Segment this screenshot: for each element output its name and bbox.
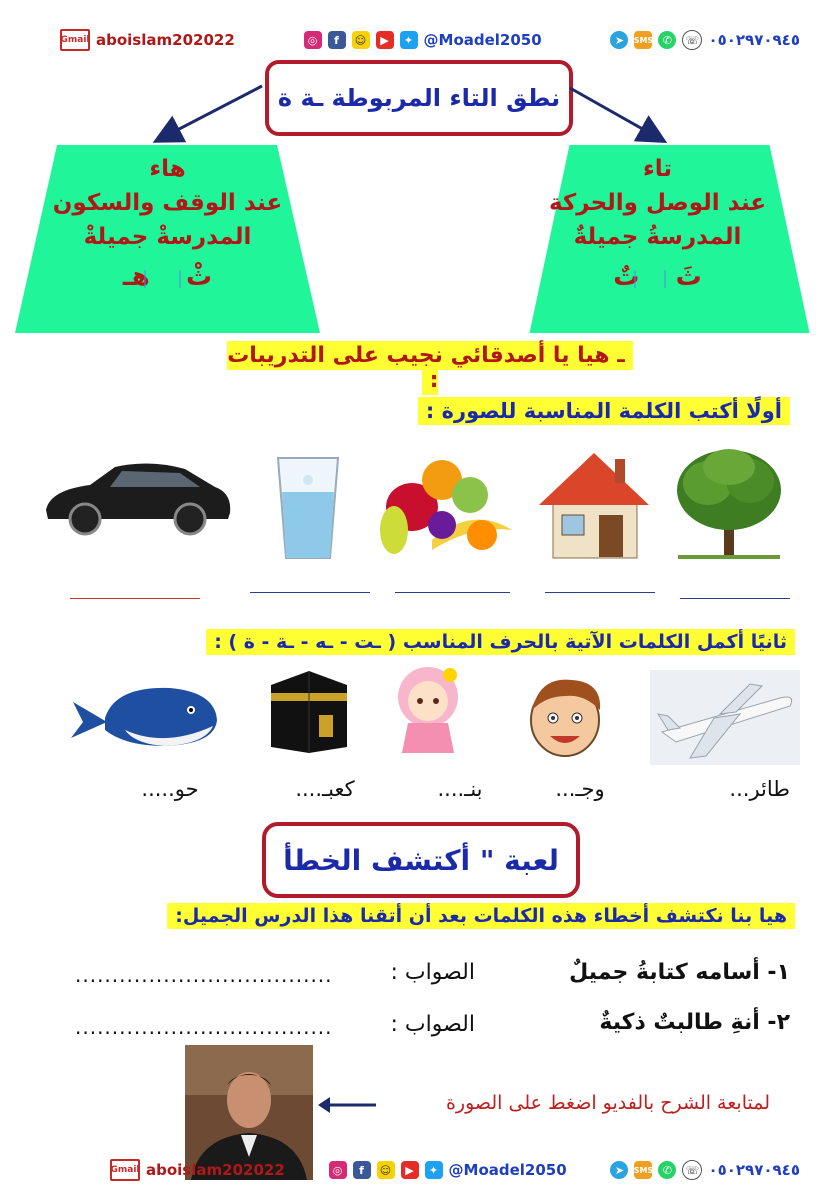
footer-gmail-icon[interactable]: Gmail	[110, 1159, 140, 1181]
word-4[interactable]: كعبـ....	[295, 777, 355, 801]
footer-facebook-icon[interactable]: f	[353, 1161, 371, 1179]
footer-email-handle[interactable]: aboislam202022	[146, 1161, 285, 1179]
word-3[interactable]: بنـ....	[437, 777, 483, 801]
footer-phone-icon[interactable]: ☏	[682, 1160, 702, 1180]
left-box-small-arrows	[130, 268, 200, 292]
answer-line-tree[interactable]	[680, 598, 790, 599]
game-item-1-number: ١-	[767, 960, 790, 985]
game-title: لعبة " أكتشف الخطأ	[262, 822, 580, 898]
footer-snapchat-icon[interactable]: ☺	[377, 1161, 395, 1179]
water-glass-image[interactable]	[272, 452, 344, 564]
answer-line-water[interactable]	[250, 592, 370, 593]
game-item-1	[520, 960, 790, 985]
girl-image[interactable]	[380, 663, 475, 761]
youtube-icon[interactable]: ▶	[376, 31, 394, 49]
footer-sms-icon[interactable]: SMS	[634, 1161, 652, 1179]
game-item-1-text: أسامه كتابةُ جميلٌ	[569, 960, 760, 985]
game-item-2-answer-label: الصواب :	[390, 1012, 475, 1037]
left-box-letters: ثْ هـ	[122, 262, 213, 292]
right-box-letters: ثَ تٌ	[613, 262, 702, 292]
right-box-line1: تاء	[642, 156, 673, 182]
fruits-image[interactable]	[372, 445, 517, 560]
house-image[interactable]	[535, 445, 653, 560]
boy-face-image[interactable]	[520, 670, 610, 760]
footer-social-handle[interactable]: @Moadel2050	[448, 1161, 567, 1179]
whale-image[interactable]	[65, 678, 223, 753]
footer-telegram-icon[interactable]: ➤	[610, 1161, 628, 1179]
arrow-left	[158, 86, 262, 140]
game-item-1-answer-label: الصواب :	[390, 960, 475, 985]
section2-heading: ثانيًا أكمل الكلمات الآتية بالحرف المناسب ( ـت - ـه - ـة - ة ) :	[206, 629, 795, 655]
left-box-line3: المدرسةْ جميلةْ	[83, 224, 252, 250]
footer-left	[110, 1159, 285, 1181]
lesson-title: نطق التاء المربوطة ـة ة	[265, 60, 573, 136]
left-box-line1: هاء	[149, 156, 186, 182]
word-5[interactable]: حو.....	[141, 777, 199, 801]
intro-row	[220, 343, 640, 393]
right-box-line2: عند الوصل والحركة	[548, 190, 767, 216]
footer-twitter-icon[interactable]: ✦	[425, 1161, 443, 1179]
section1-row	[390, 399, 790, 423]
word-2[interactable]: وجـ...	[555, 777, 605, 801]
footer-social	[329, 1161, 567, 1179]
email-handle[interactable]: aboislam202022	[96, 31, 235, 49]
sms-icon[interactable]: SMS	[634, 31, 652, 49]
footer-phone-number[interactable]: ٠٥٠٢٩٧٠٩٤٥	[708, 1161, 800, 1179]
word-1[interactable]: طائر...	[729, 777, 790, 801]
snapchat-icon[interactable]: ☺	[352, 31, 370, 49]
answer-line-car[interactable]	[70, 598, 200, 599]
footer-bar	[110, 1155, 800, 1185]
footer-youtube-icon[interactable]: ▶	[401, 1161, 419, 1179]
right-box-line3: المدرسةُ جميلةٌ	[573, 224, 742, 250]
right-box-small-arrows	[620, 268, 690, 292]
game-item-2-text: أنةِ طالبتٌ ذكيةٌ	[599, 1010, 760, 1035]
game-item-2-answer-field[interactable]: ...................................	[75, 1015, 333, 1039]
airplane-image[interactable]	[650, 670, 800, 765]
car-image[interactable]	[40, 455, 235, 540]
section2-row	[30, 631, 795, 653]
left-box-line2: عند الوقف والسكون	[52, 190, 283, 216]
twitter-icon[interactable]: ✦	[400, 31, 418, 49]
facebook-icon[interactable]: f	[328, 31, 346, 49]
game-item-1-answer-field[interactable]: ...................................	[75, 963, 333, 987]
tree-image[interactable]	[668, 445, 790, 560]
phone-number[interactable]: ٠٥٠٢٩٧٠٩٤٥	[708, 31, 800, 49]
phone-icon[interactable]: ☏	[682, 30, 702, 50]
game-instruction-row	[30, 905, 795, 927]
game-item-2-number: ٢-	[767, 1010, 790, 1035]
social-handle[interactable]: @Moadel2050	[423, 31, 542, 49]
game-item-2	[520, 1010, 790, 1035]
video-note[interactable]: لمتابعة الشرح بالفديو اضغط على الصورة	[445, 1092, 770, 1114]
footer-whatsapp-icon[interactable]: ✆	[658, 1161, 676, 1179]
intro-text: ـ هيا يا أصدقائي نجيب على التدريبات :	[227, 341, 633, 395]
arrow-right	[570, 88, 662, 140]
kaaba-image[interactable]	[265, 665, 353, 755]
answer-line-fruits[interactable]	[395, 592, 510, 593]
answer-line-house[interactable]	[545, 592, 655, 593]
footer-contact	[610, 1160, 800, 1180]
video-arrow	[318, 1095, 378, 1115]
footer-instagram-icon[interactable]: ◎	[329, 1161, 347, 1179]
section1-heading: أولًا أكتب الكلمة المناسبة للصورة :	[418, 397, 790, 425]
instagram-icon[interactable]: ◎	[304, 31, 322, 49]
game-instruction: هيا بنا نكتشف أخطاء هذه الكلمات بعد أن أتقنا هذا الدرس الجميل:	[167, 903, 795, 929]
gmail-icon[interactable]: Gmail	[60, 29, 90, 51]
telegram-icon[interactable]: ➤	[610, 31, 628, 49]
whatsapp-icon[interactable]: ✆	[658, 31, 676, 49]
